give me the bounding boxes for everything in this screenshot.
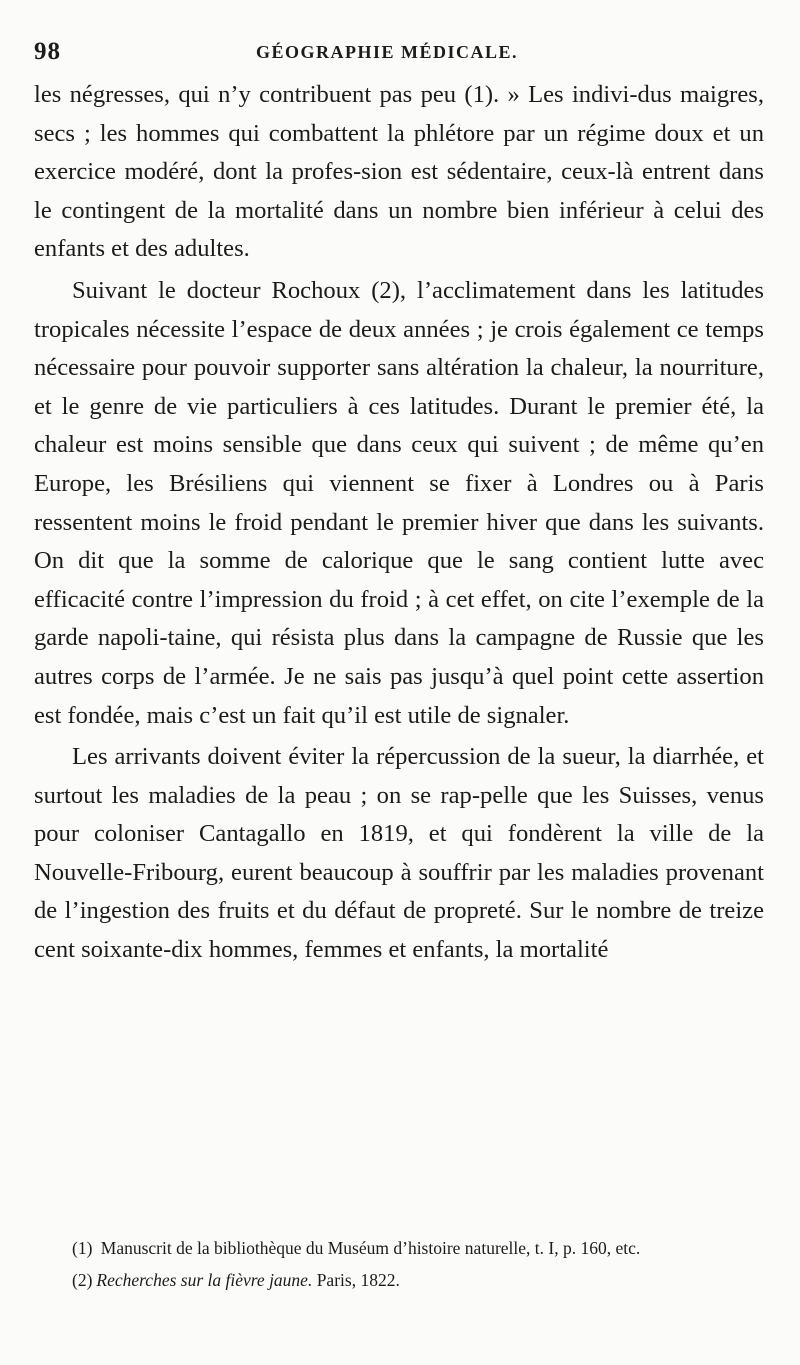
page-header — [34, 38, 764, 68]
footnote-2-title: Recherches sur la fièvre jaune. — [96, 1270, 313, 1290]
paragraph-arrivants: Les arrivants doivent éviter la répercussion de la sueur, la diarrhée, et surtout les maladies de la peau ; on se rap-pelle que les Suisses, venus pour coloniser Cantagallo en 1819, et qui fondèrent la ville de la Nouvelle-Fribourg, eurent beaucoup à souffrir par les maladies provenant de l’ingestion des fruits et du défaut de propreté. Sur le nombre de treize cent soixante-dix hommes, femmes et enfants, la mortalité — [34, 743, 764, 964]
page-number: 98 — [34, 38, 61, 65]
footnote-2-mark: (2) — [72, 1270, 93, 1290]
footnote-1-text: Manuscrit de la bibliothèque du Muséum d’histoire naturelle, t. I, p. 160, etc. — [100, 1238, 641, 1258]
footnote-1 — [44, 1232, 764, 1264]
running-title: GÉOGRAPHIE MÉDICALE. — [256, 42, 519, 62]
footnotes — [44, 1232, 764, 1296]
footnote-2-text: Paris, 1822. — [312, 1270, 400, 1290]
body-text — [34, 76, 764, 970]
footnote-2 — [44, 1264, 764, 1296]
paragraph-acclimatement: Suivant le docteur Rochoux (2), l’acclimatement dans les latitudes tropicales nécessite l’espace de deux années ; je crois également ce temps nécessaire pour pouvoir supporter sans altération la chaleur, la nourriture, et le genre de vie particuliers à ces latitudes. Durant le premier été, la chaleur est moins sensible que dans ceux qui suivent ; de même qu’en Europe, les Brésiliens qui viennent se fixer à Londres ou à Paris ressentent moins le froid pendant le premier hiver que dans les suivants. On dit que la somme de calorique que le sang contient lutte avec efficacité contre l’impression du froid ; à cet effet, on cite l’exemple de la garde napoli-taine, qui résista plus dans la campagne de Russie que les autres corps de l’armée. Je ne sais pas jusqu’à quel point cette assertion est fondée, mais c’est un fait qu’il est utile de signaler. — [34, 276, 764, 729]
paragraph-continuation: les négresses, qui n’y contribuent pas peu (1). » Les indivi-dus maigres, secs ; les hommes qui combattent la phlétore par un régime doux et un exercice modéré, dont la profes-sion est sédentaire, ceux-là entrent dans le contingent de la mortalité dans un nombre bien inférieur à celui des enfants et des adultes. — [34, 81, 764, 263]
footnote-1-mark: (1) — [72, 1238, 93, 1258]
